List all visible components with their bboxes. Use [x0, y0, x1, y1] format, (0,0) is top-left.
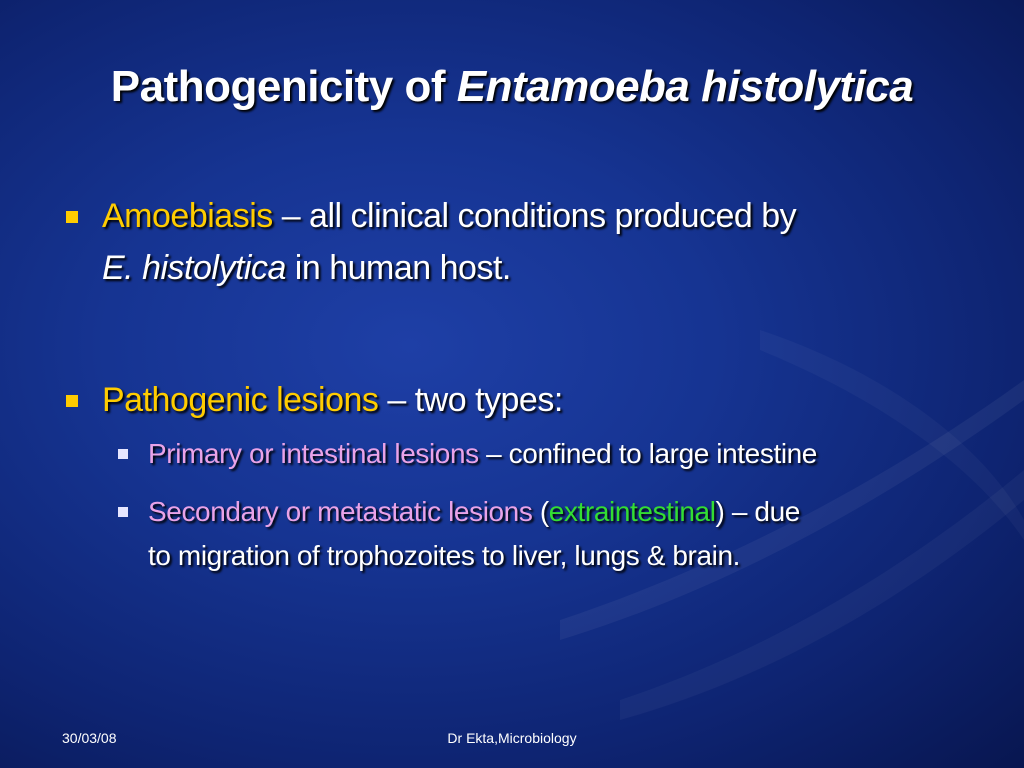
- bullet-text: – all clinical conditions produced by: [272, 197, 797, 235]
- square-bullet-icon: [66, 211, 78, 223]
- subbullet-highlight: Primary or intestinal lesions: [148, 438, 479, 469]
- subbullet-text: – confined to large intestine: [478, 438, 817, 469]
- subbullet-text-line2: to migration of trophozoites to liver, lungs & brain.: [148, 540, 741, 571]
- bullet-text: – two types:: [378, 381, 563, 419]
- footer-author: Dr Ekta,Microbiology: [447, 730, 577, 746]
- slide-title: [0, 62, 1024, 112]
- square-subbullet-icon: [118, 449, 128, 459]
- bullet-amoebiasis: [60, 190, 980, 294]
- subbullet-text: – due: [724, 496, 800, 527]
- bullet-highlight: Pathogenic lesions: [102, 381, 379, 419]
- subbullet-secondary: [60, 490, 980, 578]
- extraintestinal-text: extraintestinal: [548, 496, 716, 527]
- title-text: Pathogenicity of: [110, 62, 457, 111]
- paren-close: ): [715, 496, 725, 527]
- paren-open: (: [532, 496, 549, 527]
- bullet-italic-text: E. histolytica: [102, 249, 286, 287]
- slide-content: [60, 190, 980, 578]
- bullet-highlight: Amoebiasis: [102, 197, 273, 235]
- square-bullet-icon: [66, 395, 78, 407]
- subbullet-highlight: Secondary or metastatic lesions: [148, 496, 533, 527]
- bullet-pathogenic-lesions: [60, 374, 980, 426]
- title-italic-text: Entamoeba histolytica: [456, 62, 914, 111]
- square-subbullet-icon: [118, 507, 128, 517]
- bullet-text-line2: in human host.: [285, 249, 511, 287]
- footer-date: 30/03/08: [62, 730, 117, 746]
- subbullet-primary: [60, 432, 980, 476]
